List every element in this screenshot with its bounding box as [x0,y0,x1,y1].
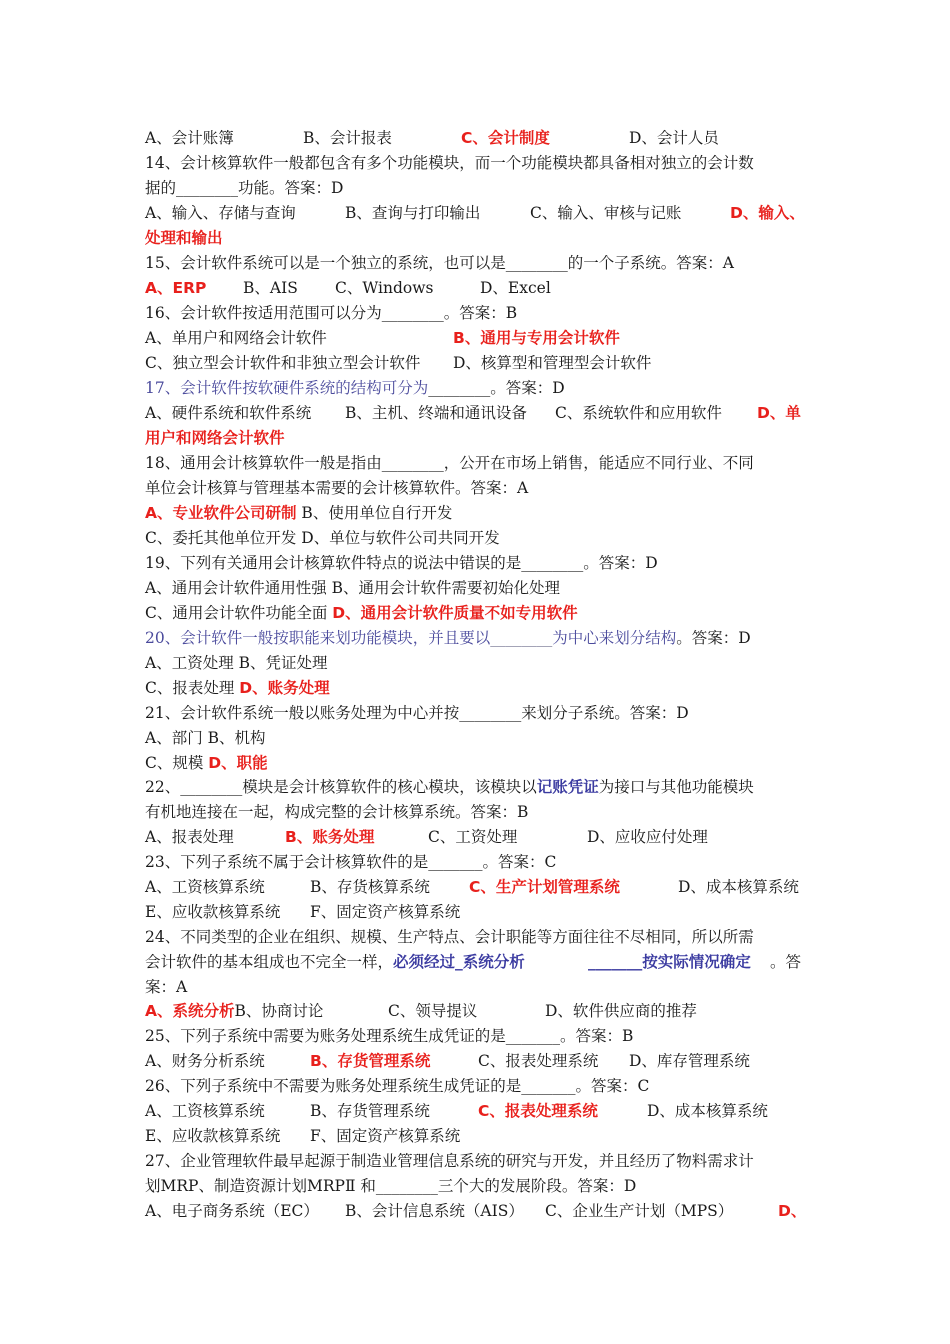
option-b: B、查询与打印输出 [345,204,481,222]
q25-options [145,1051,750,1071]
q17-options [145,403,801,423]
q15-options [145,278,551,298]
answer-option-d: D、职能 [208,754,268,772]
answer-option-d: D、 [778,1202,807,1220]
q20-options-1: A、工资处理 B、凭证处理 [145,654,328,672]
question-24-pre: 会计软件的基本组成也不完全一样， [145,953,394,971]
q18-options-1 [145,503,452,523]
question-18-line-1: 18、通用会计核算软件一般是指由________，公开在市场上销售，能适应不同行业、不同 [145,454,754,472]
option-a: A、硬件系统和软件系统 [145,404,312,422]
q19-options-1: A、通用会计软件通用性强 B、通用会计软件需要初始化处理 [145,579,561,597]
answer-option-b: B、通用与专用会计软件 [453,329,620,347]
option-d: D、Excel [480,279,551,297]
answer-option-b: B、账务处理 [285,828,375,846]
q16-options-1 [145,328,620,348]
q13-options [145,128,719,148]
option-c: C、报表处理系统 [478,1052,599,1070]
question-24-keyword-1: 必须经过_系统分析 [393,953,525,971]
question-14-line-1: 14、会计核算软件一般都包含有多个功能模块，而一个功能模块都具备相对独立的会计数 [145,154,754,172]
question-22-line-1 [145,777,754,797]
q26-options-1 [145,1101,768,1121]
option-f: F、固定资产核算系统 [310,1127,461,1145]
option-a: A、电子商务系统（EC） [145,1202,319,1220]
answer-option-c: C、生产计划管理系统 [469,878,620,896]
answer-option-a: A、ERP [145,279,207,297]
option-d: D、库存管理系统 [629,1052,750,1070]
question-27-line-1: 27、企业管理软件最早起源于制造业管理信息系统的研究与开发，并且经历了物料需求计 [145,1152,754,1170]
option-e: E、应收款核算系统 [145,1127,281,1145]
question-24-post: 。答 [770,953,802,971]
question-18-line-2: 单位会计核算与管理基本需要的会计核算软件。答案：A [145,479,529,497]
question-24-keyword-2: _______按实际情况确定 [588,953,751,971]
option-d: D、软件供应商的推荐 [545,1002,697,1020]
option-c: C、独立型会计软件和非独立型会计软件 [145,354,421,372]
answer-option-c: C、报表处理系统 [478,1102,598,1120]
question-27-line-2: 划MRP、制造资源计划MRPⅡ 和________三个大的发展阶段。答案：D [145,1177,637,1195]
question-19: 19、下列有关通用会计核算软件特点的说法中错误的是________。答案：D [145,554,658,572]
question-20-highlight-2: 为中心来划分结构 [552,629,677,647]
question-15: 15、会计软件系统可以是一个独立的系统，也可以是________的一个子系统。答案：A [145,254,734,272]
option-c: C、通用会计软件功能全面 [145,604,333,622]
question-17 [145,378,565,398]
q14-options [145,203,805,223]
question-17-rest: ________。答案：D [428,379,565,397]
answer-option-c: C、会计制度 [461,129,550,147]
question-16: 16、会计软件按适用范围可以分为________。答案：B [145,304,518,322]
q21-options-1: A、部门 B、机构 [145,729,266,747]
answer-option-a: A、系统分析 [145,1002,235,1020]
answer-option-d: D、账务处理 [239,679,330,697]
option-d: D、会计人员 [629,129,719,147]
option-c: C、报表处理 [145,679,240,697]
q26-options-2 [145,1126,461,1146]
option-a: A、单用户和网络会计软件 [145,329,327,347]
q22-options [145,827,708,847]
question-26: 26、下列子系统中不需要为账务处理系统生成凭证的是_______。答案：C [145,1077,650,1095]
option-a: A、工资核算系统 [145,1102,265,1120]
option-e: E、应收款核算系统 [145,903,281,921]
option-b: B、会计报表 [303,129,392,147]
option-b: B、AIS [243,279,298,297]
answer-option-d: D、通用会计软件质量不如专用软件 [332,604,578,622]
option-a: A、财务分析系统 [145,1052,265,1070]
option-a: A、会计账簿 [145,129,234,147]
option-d: D、应收应付处理 [587,828,708,846]
option-b: B、使用单位自行开发 [296,504,453,522]
answer-option-d: D、单 [757,404,801,422]
option-c: C、输入、审核与记账 [530,204,682,222]
question-22-pre: 22、________模块是会计核算软件的核心模块，该模块以 [145,778,537,796]
question-21: 21、会计软件系统一般以账务处理为中心并按________来划分子系统。答案：D [145,704,689,722]
option-c: C、领导提议 [388,1002,478,1020]
q21-options-2 [145,753,268,773]
q24-options [145,1001,697,1021]
option-a: A、报表处理 [145,828,234,846]
q23-options-2 [145,902,461,922]
question-22-keyword: 记账凭证 [536,778,599,796]
answer-option-d-cont: 处理和输出 [145,229,223,247]
question-14-line-2: 据的________功能。答案：D [145,179,344,197]
option-c: C、Windows [335,279,434,297]
q18-options-2: C、委托其他单位开发 D、单位与软件公司共同开发 [145,529,500,547]
question-24-line-1: 24、不同类型的企业在组织、规模、生产特点、会计职能等方面往往不尽相同，所以所需 [145,928,754,946]
option-b: B、存货核算系统 [310,878,430,896]
answer-option-b: B、存货管理系统 [310,1052,431,1070]
q27-options [145,1201,807,1221]
option-d: D、成本核算系统 [647,1102,768,1120]
question-20 [145,628,751,648]
question-24-line-3: 案：A [145,978,188,996]
option-d: D、核算型和管理型会计软件 [453,354,652,372]
option-b: B、主机、终端和通讯设备 [345,404,527,422]
q16-options-2 [145,353,652,373]
question-20-blank: ________ [490,629,553,647]
answer-option-a: A、专业软件公司研制 [145,504,297,522]
question-22-line-2: 有机地连接在一起，构成完整的会计核算系统。答案：B [145,803,529,821]
option-c: C、系统软件和应用软件 [555,404,722,422]
question-23: 23、下列子系统不属于会计核算软件的是_______。答案：C [145,853,557,871]
option-b: B、协商讨论 [234,1002,324,1020]
question-20-highlight: 20、会计软件一般按职能来划功能模块，并且要以 [145,629,491,647]
question-25: 25、下列子系统中需要为账务处理系统生成凭证的是_______。答案：B [145,1027,634,1045]
q23-options-1 [145,877,799,897]
q19-options-2 [145,603,578,623]
option-d: D、成本核算系统 [678,878,799,896]
question-24-line-2 [145,952,802,972]
q20-options-2 [145,678,330,698]
option-c: C、工资处理 [428,828,518,846]
option-f: F、固定资产核算系统 [310,903,461,921]
option-b: B、会计信息系统（AIS） [345,1202,524,1220]
answer-option-d-cont: 用户和网络会计软件 [145,429,285,447]
question-20-rest: 。答案：D [676,629,751,647]
option-b: B、存货管理系统 [310,1102,430,1120]
option-c: C、规模 [145,754,209,772]
question-17-highlight: 17、会计软件按软硬件系统的结构可分为 [145,379,429,397]
option-a: A、输入、存储与查询 [145,204,296,222]
option-a: A、工资核算系统 [145,878,265,896]
option-c: C、企业生产计划（MPS） [545,1202,734,1220]
question-22-post: 为接口与其他功能模块 [598,778,754,796]
answer-option-d: D、输入、 [730,204,805,222]
